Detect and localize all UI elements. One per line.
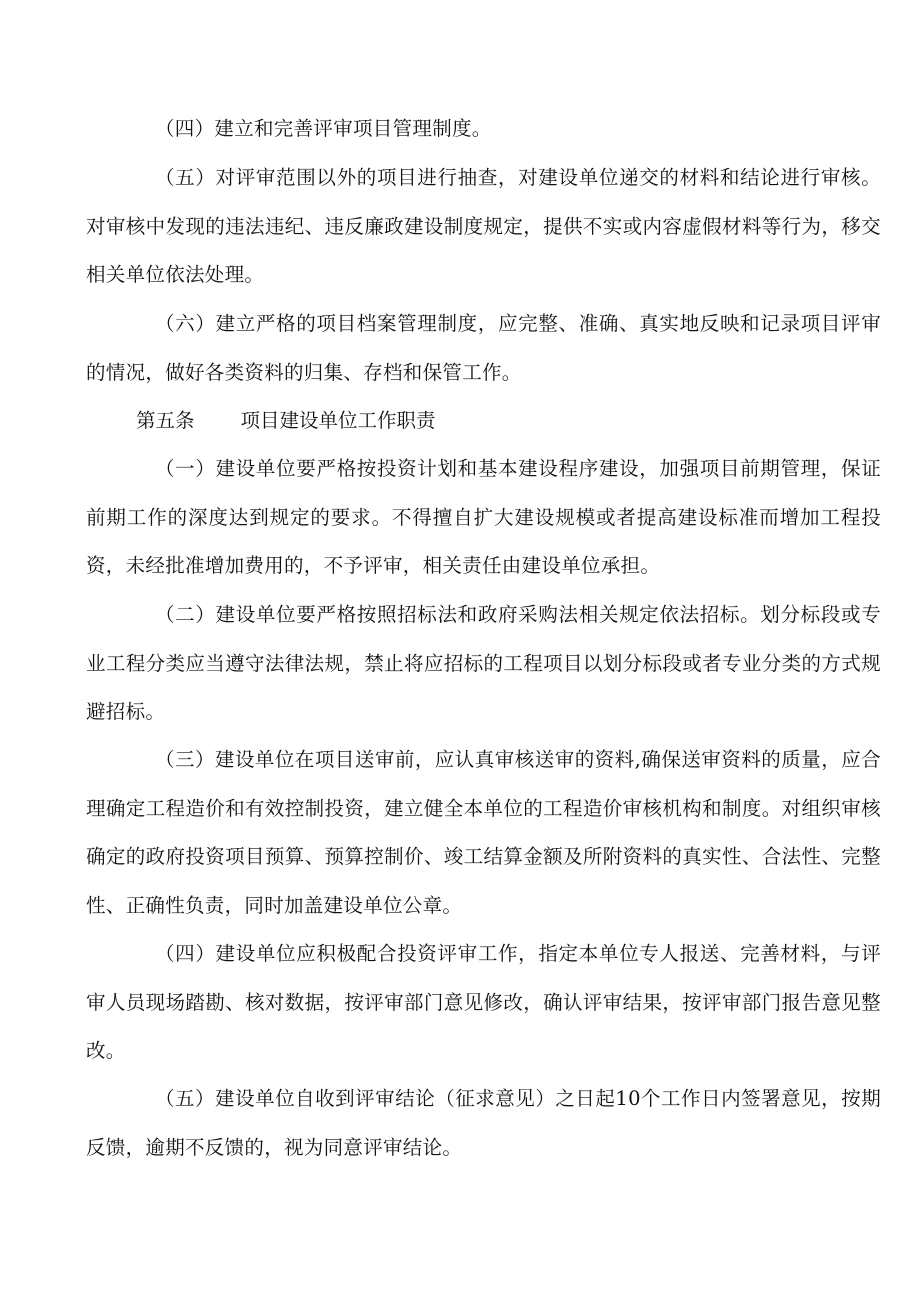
paragraph-duty-3-submission-review: （三）建设单位在项目送审前，应认真审核送审的资料,确保送审资料的质量，应合理确定工程造价和有效控制投资，建立健全本单位的工程造价审核机构和制度。对组织审核确定的政府投资项目预算、预算控制价、竣工结算金额及所附资料的真实性、合法性、完整性、正确性负责，同时加盖建设单位公章。 (86, 748, 881, 917)
paragraph-item-5-spot-check: （五）对评审范围以外的项目进行抽查，对建设单位递交的材料和结论进行审核。对审核中发现的违法违纪、违反廉政建设制度规定，提供不实或内容虚假材料等行为，移交相关单位依法处理。 (86, 166, 881, 286)
paragraph-item-6-archive-management: （六）建立严格的项目档案管理制度，应完整、准确、真实地反映和记录项目评审的情况，做好各类资料的归集、存档和保管工作。 (86, 312, 881, 384)
section-heading (136, 397, 436, 446)
paragraph-duty-5-feedback: （五）建设单位自收到评审结论（征求意见）之日起10个工作日内签署意见，按期反馈，逾期不反馈的，视为同意评审结论。 (86, 1087, 881, 1159)
paragraph-duty-1-investment-plan: （一）建设单位要严格按投资计划和基本建设程序建设，加强项目前期管理，保证前期工作的深度达到规定的要求。不得擅自扩大建设规模或者提高建设标准而增加工程投资，未经批准增加费用的，不予评审，相关责任由建设单位承担。 (86, 457, 881, 577)
paragraph-item-4-review-management: （四）建立和完善评审项目管理制度。 (155, 117, 492, 140)
paragraph-duty-2-bidding: （二）建设单位要严格按照招标法和政府采购法相关规定依法招标。划分标段或专业工程分类应当遵守法律法规，禁止将应招标的工程项目以划分标段或者专业分类的方式规避招标。 (86, 603, 881, 723)
section-number: 第五条 (136, 409, 195, 432)
section-title: 项目建设单位工作职责 (240, 409, 436, 432)
paragraph-duty-4-cooperation: （四）建设单位应积极配合投资评审工作，指定本单位专人报送、完善材料，与评审人员现场踏勘、核对数据，按评审部门意见修改，确认评审结果，按评审部门报告意见整改。 (86, 942, 881, 1062)
